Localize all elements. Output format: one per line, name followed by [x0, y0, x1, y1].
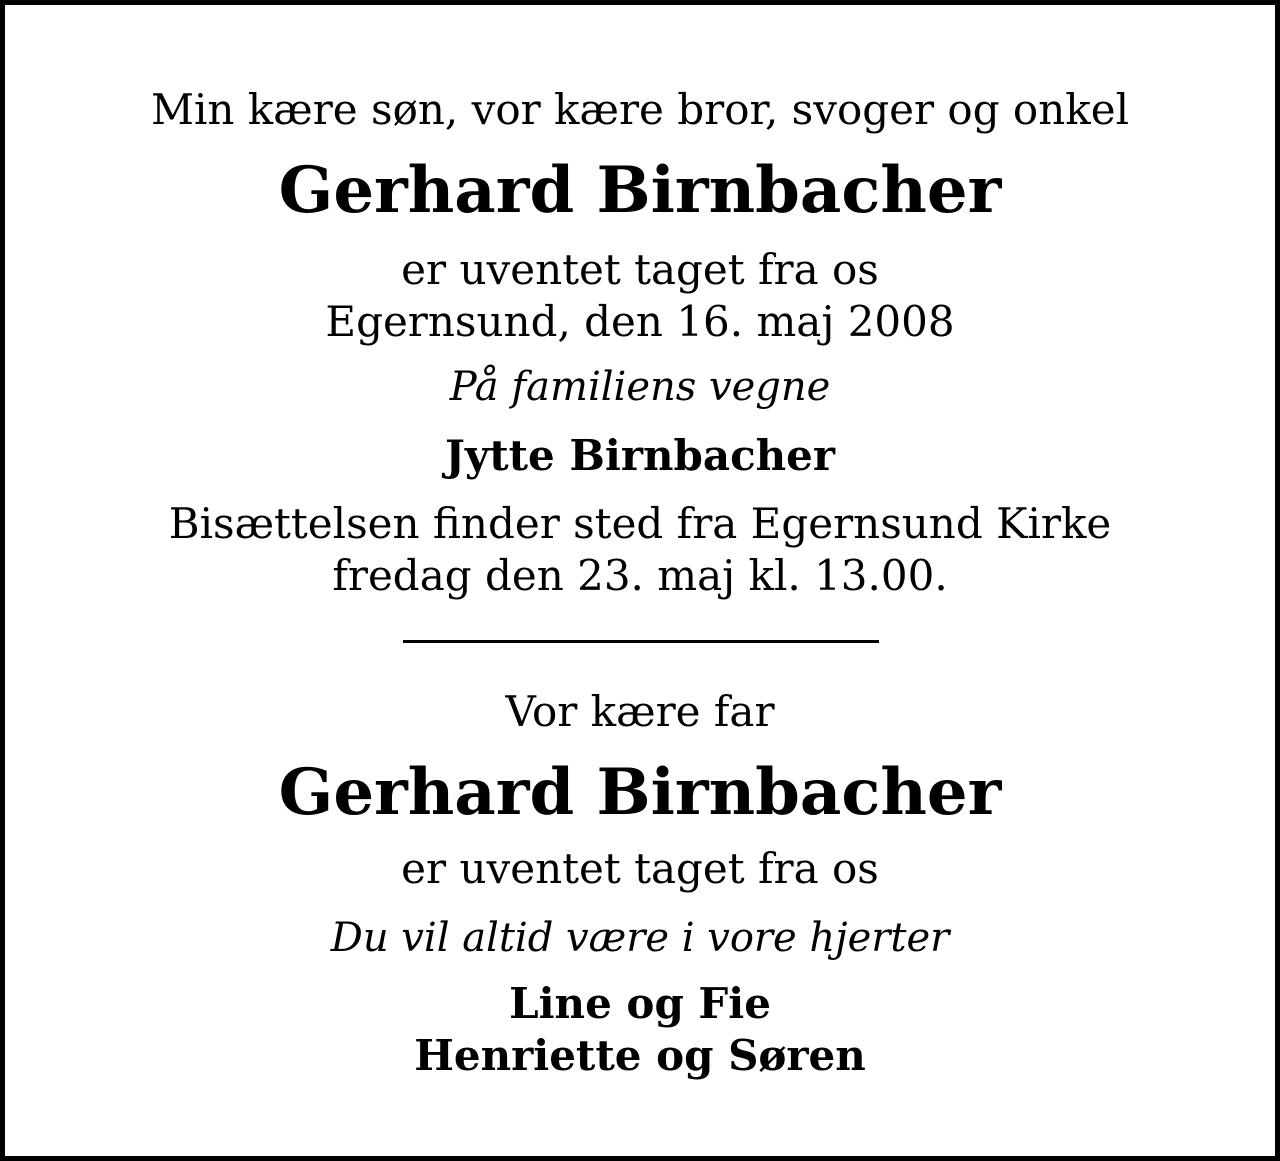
- notice1-funeral-line2: fredag den 23. maj kl. 13.00.: [332, 551, 948, 600]
- notice2-verse: Du vil altid være i vore hjerter: [330, 915, 950, 961]
- notice1-intro: Min kære søn, vor kære bror, svoger og onkel: [150, 85, 1130, 134]
- notice2-deceased-name: Gerhard Birnbacher: [278, 755, 1002, 830]
- notice2-signer2: Henriette og Søren: [414, 1031, 866, 1080]
- notice1-signer: Jytte Birnbacher: [444, 431, 836, 480]
- section-divider: [403, 640, 879, 643]
- notice1-deceased-name: Gerhard Birnbacher: [278, 153, 1002, 228]
- notice1-funeral-line1: Bisættelsen finder sted fra Egernsund Kirke: [168, 499, 1112, 548]
- notice1-place-date: Egernsund, den 16. maj 2008: [325, 297, 955, 346]
- notice1-behalf: På familiens vegne: [449, 364, 831, 410]
- notice1-taken-text: er uventet taget fra os: [401, 245, 879, 294]
- notice2-intro: Vor kære far: [505, 687, 775, 736]
- notice2-signer1: Line og Fie: [509, 979, 771, 1028]
- notice2-taken-text: er uventet taget fra os: [401, 844, 879, 893]
